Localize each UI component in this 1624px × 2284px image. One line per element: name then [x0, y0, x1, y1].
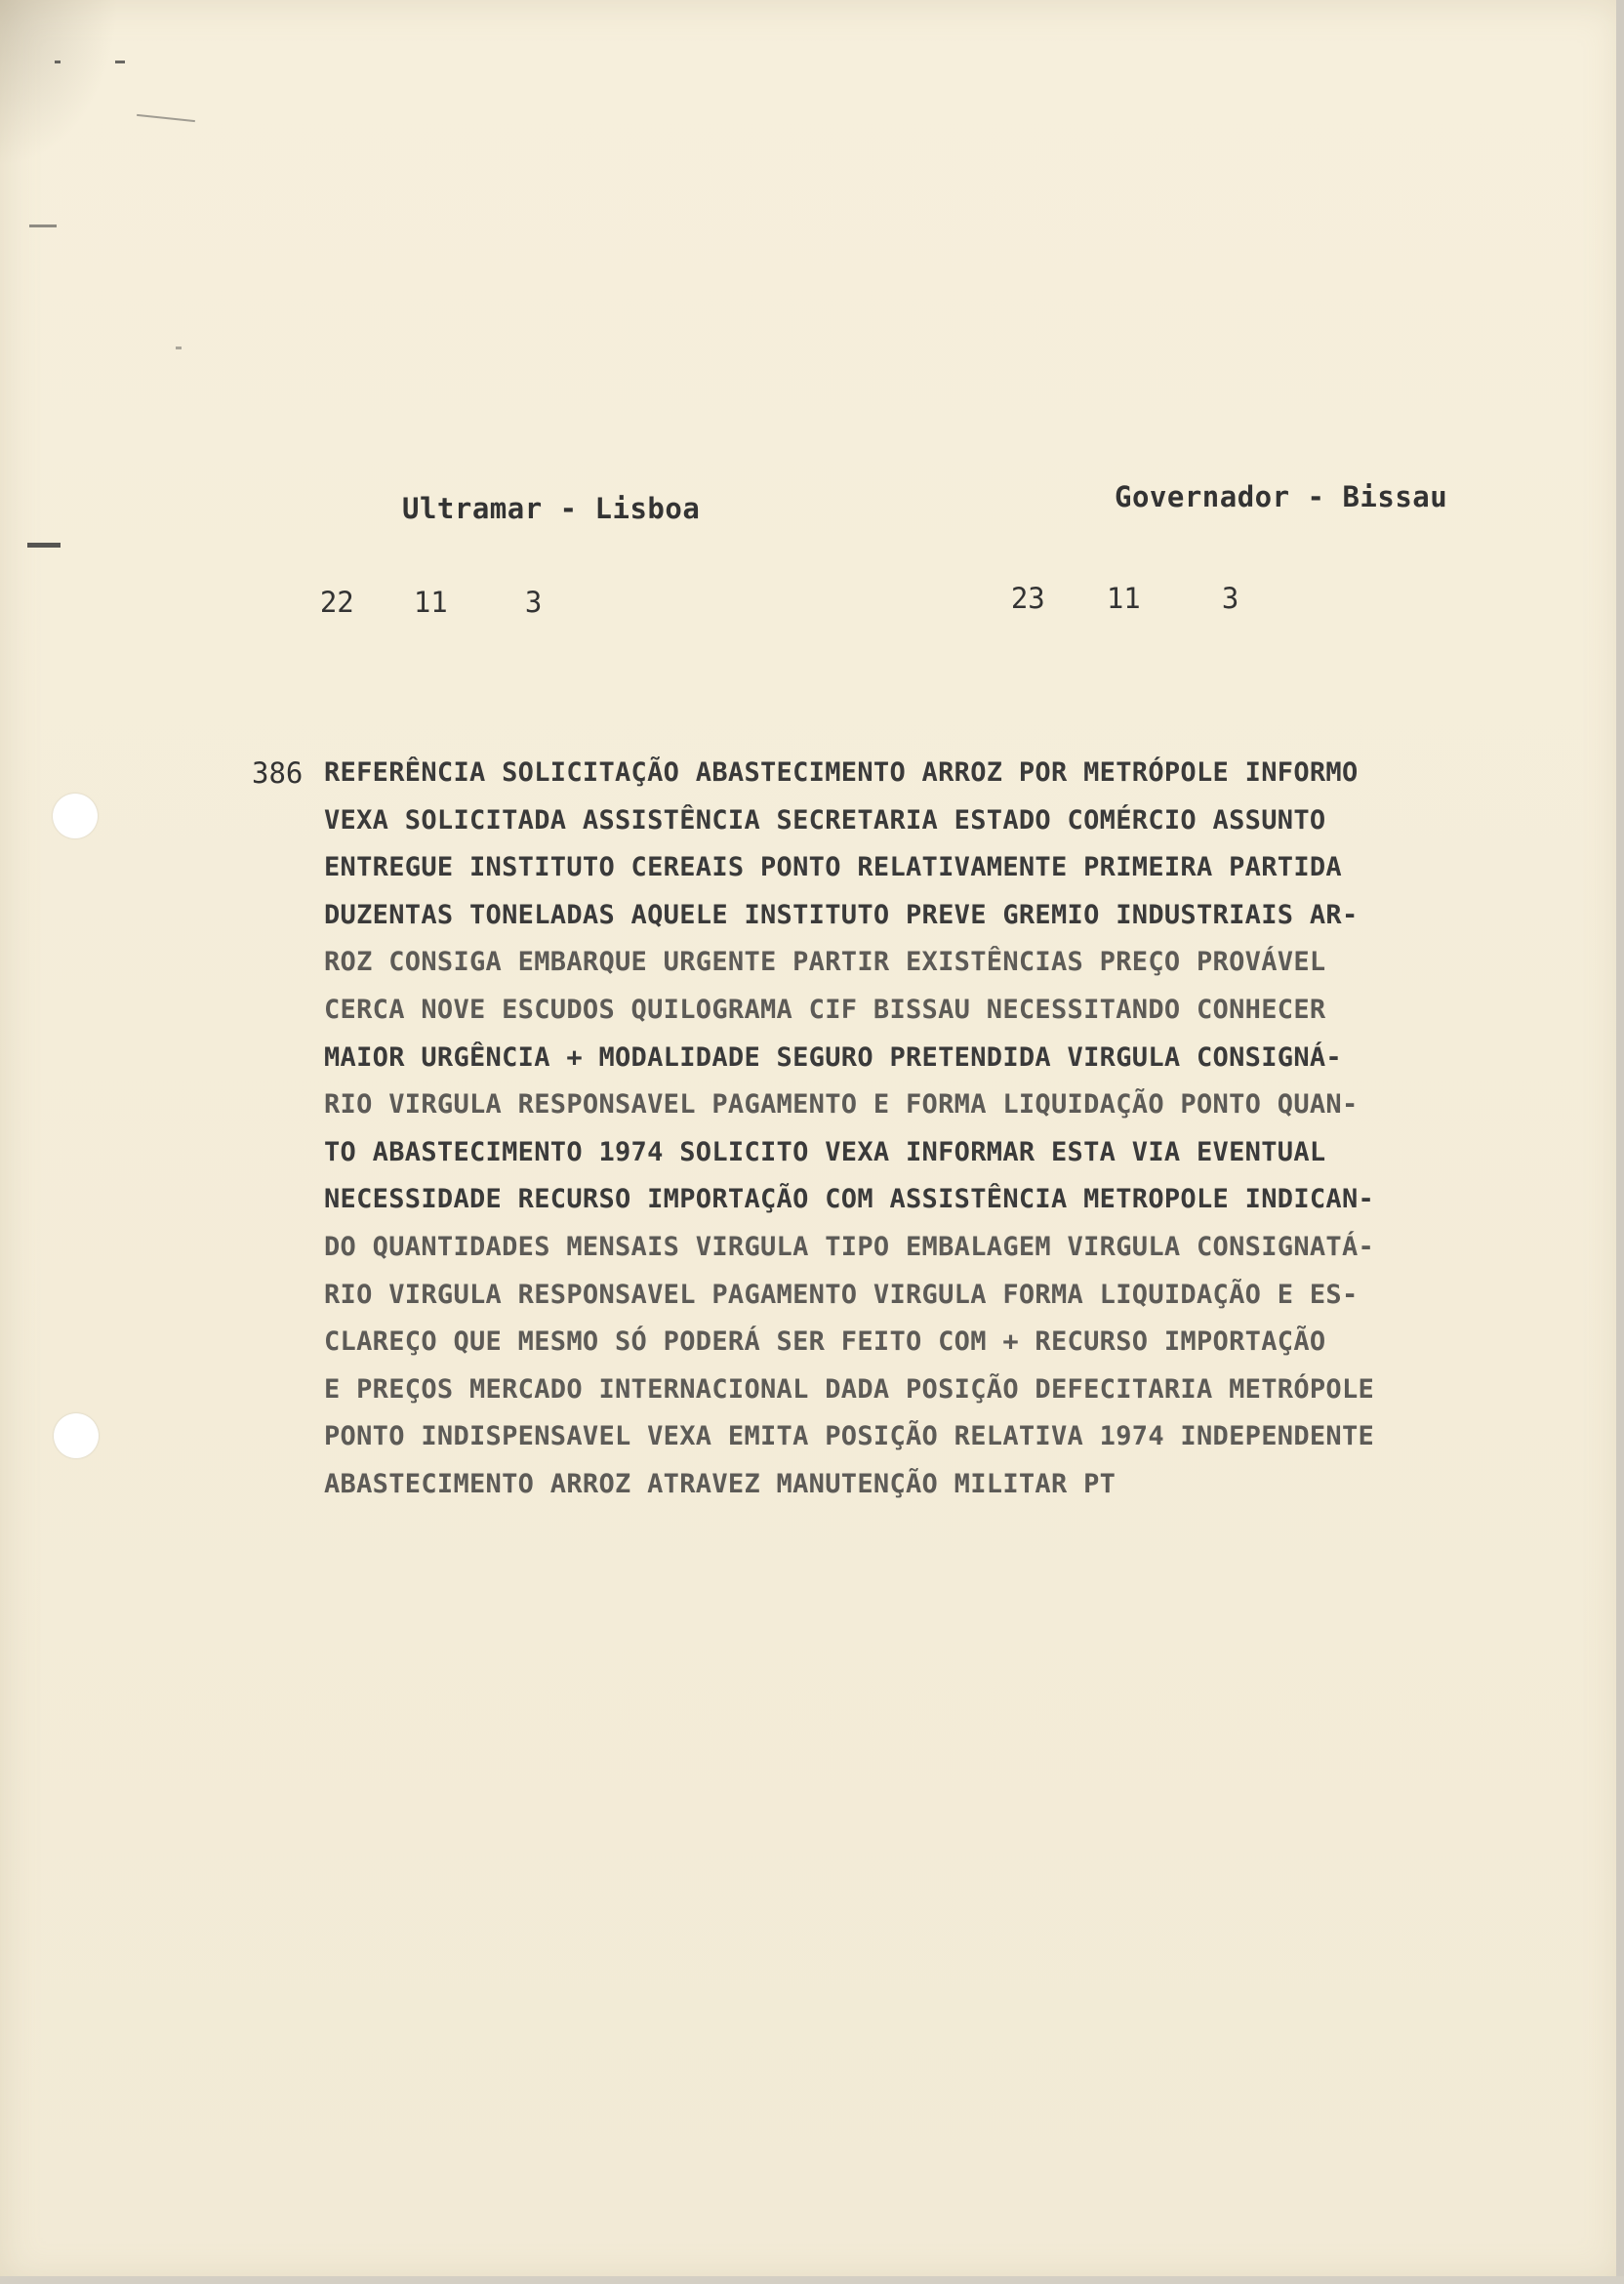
margin-mark [137, 114, 195, 122]
scan-edge-bottom [0, 2276, 1624, 2284]
received-date-year: 3 [1221, 582, 1239, 615]
punch-hole-top [53, 794, 98, 838]
sent-date [252, 552, 542, 652]
message-line: REFERÊNCIA SOLICITAÇÃO ABASTECIMENTO ARROZ POR METRÓPOLE INFORMO [324, 757, 1359, 788]
sent-date-month: 11 [413, 586, 448, 619]
message-line: NECESSIDADE RECURSO IMPORTAÇÃO COM ASSISTÊNCIA METROPOLE INDICAN- [324, 1184, 1375, 1215]
destination-label: Governador - Bissau [1115, 480, 1448, 513]
received-date [943, 549, 1238, 648]
punch-hole-bottom [54, 1413, 99, 1458]
received-date-month: 11 [1106, 582, 1141, 615]
margin-mark [176, 347, 182, 349]
margin-mark [29, 224, 57, 227]
message-line: TO ABASTECIMENTO 1974 SOLICITO VEXA INFORMAR ESTA VIA EVENTUAL [324, 1136, 1326, 1167]
message-line: PONTO INDISPENSAVEL VEXA EMITA POSIÇÃO RELATIVA 1974 INDEPENDENTE [324, 1421, 1375, 1452]
margin-mark [115, 61, 125, 63]
message-line: ROZ CONSIGA EMBARQUE URGENTE PARTIR EXISTÊNCIAS PREÇO PROVÁVEL [324, 947, 1326, 978]
message-number: 386 [252, 756, 304, 790]
message-line: MAIOR URGÊNCIA + MODALIDADE SEGURO PRETENDIDA VIRGULA CONSIGNÁ- [324, 1041, 1342, 1073]
sent-date-year: 3 [524, 586, 543, 619]
message-line: DO QUANTIDADES MENSAIS VIRGULA TIPO EMBALAGEM VIRGULA CONSIGNATÁ- [324, 1231, 1375, 1262]
scan-edge-right [1616, 0, 1624, 2284]
message-line: RIO VIRGULA RESPONSAVEL PAGAMENTO E FORMA LIQUIDAÇÃO PONTO QUAN- [324, 1089, 1359, 1121]
message-line: ABASTECIMENTO ARROZ ATRAVEZ MANUTENÇÃO MILITAR PT [324, 1468, 1116, 1499]
message-line: CERCA NOVE ESCUDOS QUILOGRAMA CIF BISSAU NECESSITANDO CONHECER [324, 994, 1326, 1025]
sent-date-day: 22 [319, 586, 354, 619]
message-line: ENTREGUE INSTITUTO CEREAIS PONTO RELATIVAMENTE PRIMEIRA PARTIDA [324, 852, 1342, 883]
message-line: E PREÇOS MERCADO INTERNACIONAL DADA POSIÇÃO DEFECITARIA METRÓPOLE [324, 1373, 1375, 1405]
origin-label: Ultramar - Lisboa [402, 492, 701, 525]
received-date-day: 23 [1010, 582, 1045, 615]
margin-mark [55, 61, 61, 63]
message-line: VEXA SOLICITADA ASSISTÊNCIA SECRETARIA ESTADO COMÉRCIO ASSUNTO [324, 804, 1326, 836]
message-line: RIO VIRGULA RESPONSAVEL PAGAMENTO VIRGULA FORMA LIQUIDAÇÃO E ES- [324, 1279, 1359, 1310]
message-line: DUZENTAS TONELADAS AQUELE INSTITUTO PREVE GREMIO INDUSTRIAIS AR- [324, 899, 1359, 930]
message-body [324, 750, 1583, 1509]
message-line: CLAREÇO QUE MESMO SÓ PODERÁ SER FEITO COM + RECURSO IMPORTAÇÃO [324, 1326, 1326, 1358]
margin-mark [27, 543, 61, 548]
